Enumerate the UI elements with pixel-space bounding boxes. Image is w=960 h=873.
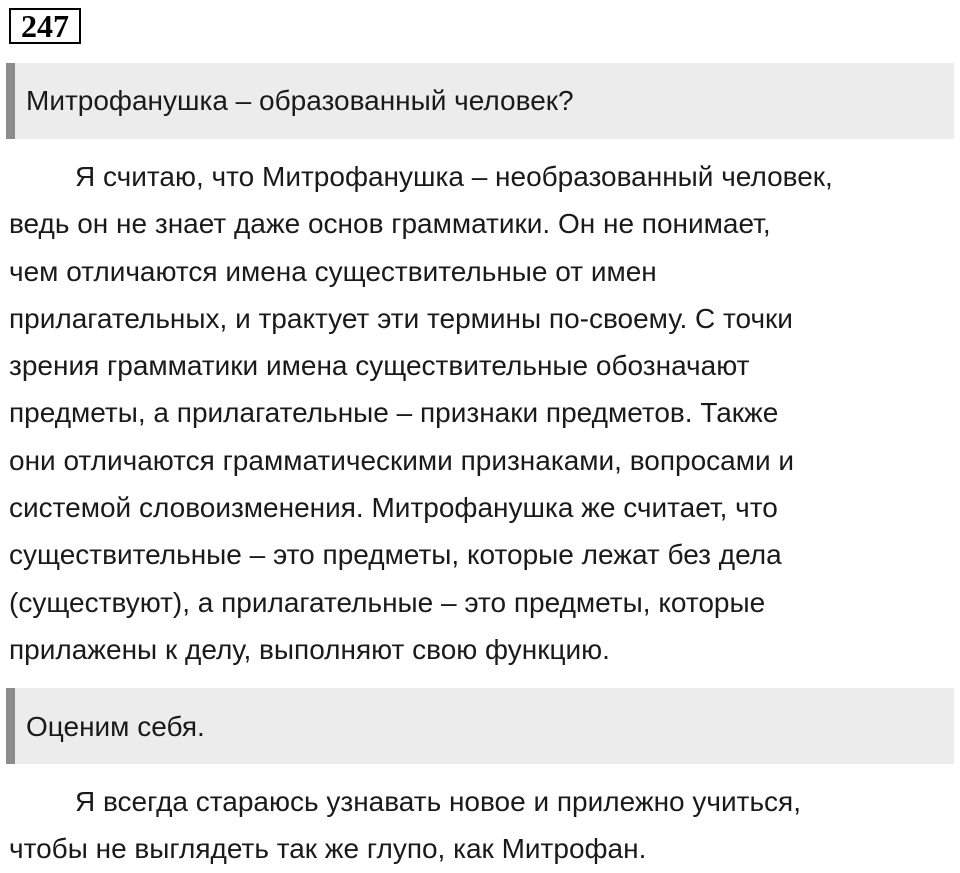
- self-check-line: чтобы не выглядеть так же глупо, как Митрофан.: [9, 833, 647, 865]
- answer-line: прилагательных, и трактует эти термины по-своему. С точки: [9, 302, 793, 334]
- question-heading: Митрофанушка – образованный человек?: [6, 63, 954, 139]
- task-number: 247: [9, 8, 81, 44]
- answer-line: чем отличаются имена существительные от имен: [9, 255, 657, 287]
- self-check-heading: Оценим себя.: [6, 688, 954, 764]
- answer-line: зрения грамматики имена существительные обозначают: [9, 350, 750, 382]
- answer-line: (существуют), а прилагательные – это предметы, которые: [9, 586, 766, 618]
- answer-line: предметы, а прилагательные – признаки предметов. Также: [9, 397, 779, 429]
- self-check-paragraph: [9, 778, 949, 873]
- answer-paragraph: [9, 153, 949, 673]
- answer-line: существительные – это предметы, которые лежат без дела: [9, 539, 782, 571]
- answer-line: они отличаются грамматическими признаками, вопросами и: [9, 444, 795, 476]
- answer-line: ведь он не знает даже основ грамматики. Он не понимает,: [9, 208, 771, 240]
- self-check-line: Я всегда стараюсь узнавать новое и прилежно учиться,: [75, 786, 801, 817]
- answer-line: Я считаю, что Митрофанушка – необразованный человек,: [75, 161, 833, 192]
- answer-line: системой словоизменения. Митрофанушка же считает, что: [9, 492, 778, 524]
- answer-line: прилажены к делу, выполняют свою функцию.: [9, 633, 610, 665]
